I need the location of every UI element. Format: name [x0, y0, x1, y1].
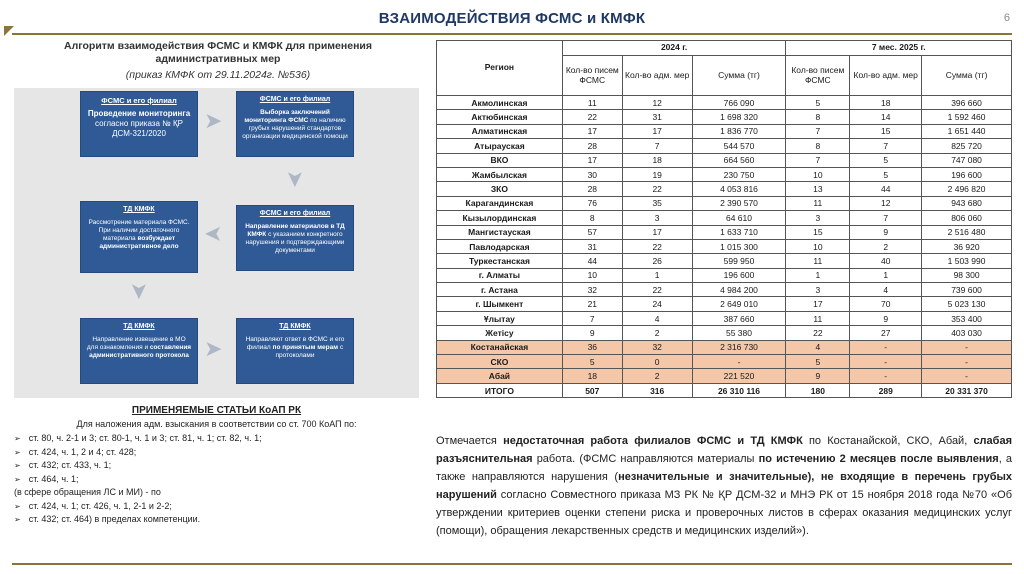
- sum-2025-cell: 943 680: [922, 196, 1012, 210]
- algorithm-flow: [14, 88, 419, 398]
- flow-step-2-bold: Выборка заключений мониторинга ФСМС: [244, 108, 330, 124]
- letters-2025-cell: 4: [786, 340, 850, 354]
- flow-step-4: [80, 201, 198, 273]
- letters-2025-cell: 8: [786, 139, 850, 153]
- letters-2025-cell: 5: [786, 355, 850, 369]
- article-item: ➢ ст. 424, ч. 1; ст. 426, ч. 1, 2-1 и 2-2;: [30, 500, 420, 514]
- header-period-2025: 7 мес. 2025 г.: [786, 41, 1012, 56]
- sum-2025-cell: 5 023 130: [922, 297, 1012, 311]
- article-item: ➢ ст. 464, ч. 1;: [30, 473, 420, 487]
- sum-2025-cell: 1 651 440: [922, 124, 1012, 138]
- articles-subtitle: Для наложения адм. взыскания в соответствии со ст. 700 КоАП по:: [76, 419, 357, 429]
- page-title: ВЗАИМОДЕЙСТВИЯ ФСМС и КМФК: [378, 10, 646, 27]
- region-cell: Атырауская: [437, 139, 563, 153]
- sum-2024-cell: 1 698 320: [692, 110, 786, 124]
- header-period-2024: 2024 г.: [562, 41, 786, 56]
- measures-2024-cell: 3: [622, 211, 692, 225]
- table-row: [437, 153, 1012, 167]
- measures-2025-cell: 4: [850, 283, 922, 297]
- table-row: [437, 297, 1012, 311]
- sum-2025-cell: 396 660: [922, 96, 1012, 110]
- sum-2025-cell: 98 300: [922, 268, 1012, 282]
- letters-2025-cell: 3: [786, 211, 850, 225]
- letters-2024-cell: 5: [562, 355, 622, 369]
- measures-2024-cell: 26: [622, 254, 692, 268]
- note-bold: слабая разъяснительная: [436, 435, 1012, 465]
- table-row: [437, 340, 1012, 354]
- measures-2024-cell: 17: [622, 124, 692, 138]
- letters-2025-cell: 1: [786, 268, 850, 282]
- measures-2024-cell: 22: [622, 182, 692, 196]
- letters-2024-cell: 32: [562, 283, 622, 297]
- measures-2025-cell: 5: [850, 153, 922, 167]
- note-text: Отмечается: [436, 435, 504, 447]
- letters-2024-cell: 7: [562, 311, 622, 325]
- measures-2024-cell: 1: [622, 268, 692, 282]
- measures-2024-cell: 24: [622, 297, 692, 311]
- sum-2025-cell: -: [922, 355, 1012, 369]
- arrow-down-icon: ➤: [283, 169, 309, 189]
- flow-step-5-bold: составления административного протокола: [89, 343, 192, 359]
- table-row: [437, 96, 1012, 110]
- region-cell: Мангистауская: [437, 225, 563, 239]
- flow-step-1-actor: ФСМС и его филиал: [101, 96, 177, 105]
- regions-table: [436, 40, 1012, 398]
- letters-2024-cell: 22: [562, 110, 622, 124]
- articles-title: ПРИМЕНЯЕМЫЕ СТАТЬИ КоАП РК: [131, 405, 302, 416]
- sum-2025-cell: 2 496 820: [922, 182, 1012, 196]
- total-sum-2024-cell: 26 310 116: [692, 383, 786, 397]
- letters-2024-cell: 9: [562, 326, 622, 340]
- note-bold: по истечению 2 месяцев после выявления: [758, 453, 999, 465]
- measures-2025-cell: 7: [850, 211, 922, 225]
- sum-2025-cell: 196 600: [922, 167, 1012, 181]
- total-letters-2025-cell: 180: [786, 383, 850, 397]
- flow-step-3: [236, 205, 354, 271]
- flow-step-5-actor: ТД КМФК: [123, 323, 155, 330]
- region-cell: г. Шымкент: [437, 297, 563, 311]
- flow-step-4-pre: Рассмотрение материала ФСМС. При наличии достаточного материала: [88, 218, 190, 242]
- measures-2025-cell: -: [850, 340, 922, 354]
- article-item: ➢ ст. 424, ч. 1, 2 и 4; ст. 428;: [30, 446, 420, 460]
- letters-2024-cell: 57: [562, 225, 622, 239]
- note-bold: незначительные и значительные), не входящие в перечень грубых нарушений: [436, 471, 1013, 501]
- letters-2024-cell: 36: [562, 340, 622, 354]
- letters-2025-cell: 17: [786, 297, 850, 311]
- sum-2024-cell: 1 015 300: [692, 239, 786, 253]
- sum-2025-cell: 353 400: [922, 311, 1012, 325]
- table-row: [437, 182, 1012, 196]
- letters-2025-cell: 3: [786, 283, 850, 297]
- measures-2024-cell: 2: [622, 326, 692, 340]
- letters-2025-cell: 22: [786, 326, 850, 340]
- letters-2024-cell: 28: [562, 139, 622, 153]
- sum-2024-cell: 196 600: [692, 268, 786, 282]
- top-rule: [12, 33, 1012, 35]
- note-text: согласно Совместного приказа МЗ РК № ҚР ДСМ-32 и МНЭ РК от 15 ноября 2018 года №70 «Об утверждении критериев оценки степени риска и проверочных листов в сферах оказания медицинских услуг (помощи), обращения лекарственных средств и медицинских изделий»).: [436, 489, 1012, 537]
- table-row: [437, 225, 1012, 239]
- algorithm-title: [18, 40, 418, 82]
- table-row: [437, 268, 1012, 282]
- sum-2025-cell: 747 080: [922, 153, 1012, 167]
- measures-2025-cell: 15: [850, 124, 922, 138]
- region-cell: Абай: [437, 369, 563, 383]
- sum-2025-cell: 403 030: [922, 326, 1012, 340]
- sum-2024-cell: 2 649 010: [692, 297, 786, 311]
- note-text: , а также направляются нарушения (: [436, 453, 1012, 483]
- article-note: (в сфере обращения ЛС и МИ) - по: [14, 487, 161, 497]
- sum-2024-cell: 4 053 816: [692, 182, 786, 196]
- table-row: [437, 311, 1012, 325]
- measures-2025-cell: 18: [850, 96, 922, 110]
- region-cell: Актюбинская: [437, 110, 563, 124]
- measures-2024-cell: 17: [622, 225, 692, 239]
- header-sum: Сумма (тг): [922, 56, 1012, 96]
- flow-step-4-actor: ТД КМФК: [123, 206, 155, 213]
- sum-2024-cell: 544 570: [692, 139, 786, 153]
- letters-2025-cell: 11: [786, 254, 850, 268]
- total-region-cell: ИТОГО: [437, 383, 563, 397]
- header-measures: Кол-во адм. мер: [622, 56, 692, 96]
- sum-2024-cell: 221 520: [692, 369, 786, 383]
- flow-step-2: [236, 91, 354, 157]
- articles-list: [14, 432, 420, 527]
- table-row: [437, 254, 1012, 268]
- measures-2025-cell: 44: [850, 182, 922, 196]
- note-text: работа. (ФСМС направляются материалы: [532, 453, 759, 465]
- letters-2025-cell: 10: [786, 239, 850, 253]
- sum-2024-cell: 387 660: [692, 311, 786, 325]
- sum-2024-cell: 1 836 770: [692, 124, 786, 138]
- total-letters-2024-cell: 507: [562, 383, 622, 397]
- table-row: [437, 211, 1012, 225]
- flow-step-2-post: по наличию грубых нарушений стандартов организации медицинской помощи: [242, 116, 348, 141]
- measures-2024-cell: 19: [622, 167, 692, 181]
- region-cell: г. Астана: [437, 283, 563, 297]
- letters-2024-cell: 17: [562, 124, 622, 138]
- analysis-note: [436, 432, 1012, 540]
- region-cell: СКО: [437, 355, 563, 369]
- sum-2024-cell: 1 633 710: [692, 225, 786, 239]
- letters-2024-cell: 18: [562, 369, 622, 383]
- region-cell: Туркестанская: [437, 254, 563, 268]
- arrow-right-icon: ➤: [204, 336, 223, 361]
- measures-2025-cell: 2: [850, 239, 922, 253]
- flow-step-6: [236, 318, 354, 384]
- algorithm-subtitle: (приказ КМФК от 29.11.2024г. №536): [125, 69, 311, 82]
- sum-2025-cell: 825 720: [922, 139, 1012, 153]
- flow-step-4-bold: возбуждает административное дело: [99, 235, 179, 251]
- table-row: [437, 239, 1012, 253]
- measures-2024-cell: 22: [622, 239, 692, 253]
- page-number: 6: [1003, 12, 1010, 24]
- letters-2024-cell: 11: [562, 96, 622, 110]
- flow-step-6-post: с протоколами: [275, 343, 344, 359]
- table-row: [437, 110, 1012, 124]
- letters-2024-cell: 10: [562, 268, 622, 282]
- measures-2025-cell: 7: [850, 139, 922, 153]
- measures-2024-cell: 0: [622, 355, 692, 369]
- flow-step-5-pre: Направление извещение в МО для ознакомления и: [86, 335, 186, 351]
- flow-step-3-post: с указанием конкретного нарушения и подтверждающими документами: [245, 230, 345, 255]
- sum-2024-cell: 766 090: [692, 96, 786, 110]
- measures-2025-cell: -: [850, 369, 922, 383]
- letters-2024-cell: 30: [562, 167, 622, 181]
- total-sum-2025-cell: 20 331 370: [922, 383, 1012, 397]
- region-cell: Павлодарская: [437, 239, 563, 253]
- letters-2025-cell: 5: [786, 96, 850, 110]
- measures-2024-cell: 35: [622, 196, 692, 210]
- table-row: [437, 326, 1012, 340]
- sum-2025-cell: -: [922, 340, 1012, 354]
- sum-2024-cell: 230 750: [692, 167, 786, 181]
- sum-2024-cell: -: [692, 355, 786, 369]
- measures-2025-cell: 5: [850, 167, 922, 181]
- letters-2025-cell: 11: [786, 196, 850, 210]
- total-measures-2025-cell: 289: [850, 383, 922, 397]
- sum-2024-cell: 599 950: [692, 254, 786, 268]
- region-cell: Карагандинская: [437, 196, 563, 210]
- letters-2024-cell: 8: [562, 211, 622, 225]
- region-cell: Жетісу: [437, 326, 563, 340]
- measures-2025-cell: 12: [850, 196, 922, 210]
- flow-step-2-actor: ФСМС и его филиал: [259, 96, 331, 103]
- letters-2024-cell: 28: [562, 182, 622, 196]
- table-row: [437, 369, 1012, 383]
- table-row: [437, 167, 1012, 181]
- note-text: по Костанайской, СКО, Абай,: [802, 435, 974, 447]
- header-sum: Сумма (тг): [692, 56, 786, 96]
- note-bold: недостаточная работа филиалов ФСМС и ТД КМФК: [503, 435, 803, 447]
- article-item: ➢ ст. 80, ч. 2-1 и 3; ст. 80-1, ч. 1 и 3; ст. 81, ч. 1; ст. 82, ч. 1;: [30, 432, 420, 446]
- region-cell: Кызылординская: [437, 211, 563, 225]
- letters-2024-cell: 17: [562, 153, 622, 167]
- flow-step-6-bold: по принятым мерам: [272, 343, 339, 351]
- sum-2025-cell: 1 503 990: [922, 254, 1012, 268]
- measures-2024-cell: 31: [622, 110, 692, 124]
- table-body: [437, 96, 1012, 398]
- region-cell: Костанайская: [437, 340, 563, 354]
- letters-2025-cell: 7: [786, 124, 850, 138]
- flow-step-1-post: согласно приказа № ҚР ДСМ-321/2020: [95, 119, 183, 139]
- letters-2025-cell: 10: [786, 167, 850, 181]
- letters-2025-cell: 11: [786, 311, 850, 325]
- measures-2024-cell: 2: [622, 369, 692, 383]
- measures-2024-cell: 12: [622, 96, 692, 110]
- letters-2025-cell: 15: [786, 225, 850, 239]
- measures-2024-cell: 32: [622, 340, 692, 354]
- region-cell: г. Алматы: [437, 268, 563, 282]
- header-letters: Кол-во писем ФСМС: [786, 56, 850, 96]
- sum-2024-cell: 55 380: [692, 326, 786, 340]
- region-cell: Жамбылская: [437, 167, 563, 181]
- sum-2024-cell: 2 316 730: [692, 340, 786, 354]
- measures-2025-cell: 14: [850, 110, 922, 124]
- letters-2025-cell: 7: [786, 153, 850, 167]
- region-cell: Ұлытау: [437, 311, 563, 325]
- header-measures: Кол-во адм. мер: [850, 56, 922, 96]
- sum-2024-cell: 64 610: [692, 211, 786, 225]
- region-cell: ВКО: [437, 153, 563, 167]
- measures-2024-cell: 22: [622, 283, 692, 297]
- measures-2025-cell: 1: [850, 268, 922, 282]
- region-cell: Акмолинская: [437, 96, 563, 110]
- article-item: ➢ ст. 432; ст. 464) в пределах компетенции.: [30, 513, 420, 527]
- sum-2025-cell: -: [922, 369, 1012, 383]
- bottom-rule: [12, 563, 1012, 565]
- measures-2024-cell: 7: [622, 139, 692, 153]
- measures-2025-cell: 9: [850, 225, 922, 239]
- header-letters: Кол-во писем ФСМС: [562, 56, 622, 96]
- table-row: [437, 355, 1012, 369]
- sum-2025-cell: 2 516 480: [922, 225, 1012, 239]
- table-row: [437, 124, 1012, 138]
- letters-2024-cell: 21: [562, 297, 622, 311]
- table-row: [437, 139, 1012, 153]
- measures-2024-cell: 4: [622, 311, 692, 325]
- sum-2025-cell: 739 600: [922, 283, 1012, 297]
- measures-2025-cell: -: [850, 355, 922, 369]
- sum-2024-cell: 4 984 200: [692, 283, 786, 297]
- arrow-right-icon: ➤: [204, 108, 223, 133]
- measures-2024-cell: 18: [622, 153, 692, 167]
- sum-2024-cell: 664 560: [692, 153, 786, 167]
- measures-2025-cell: 40: [850, 254, 922, 268]
- total-measures-2024-cell: 316: [622, 383, 692, 397]
- algorithm-title-text: Алгоритм взаимодействия ФСМС и КМФК для применения административных мер: [64, 40, 372, 66]
- article-item: ➢ ст. 432; ст. 433, ч. 1;: [30, 459, 420, 473]
- measures-2025-cell: 9: [850, 311, 922, 325]
- measures-2025-cell: 27: [850, 326, 922, 340]
- region-cell: Алматинская: [437, 124, 563, 138]
- table-row: [437, 283, 1012, 297]
- table-row: [437, 196, 1012, 210]
- sum-2025-cell: 806 060: [922, 211, 1012, 225]
- letters-2025-cell: 9: [786, 369, 850, 383]
- letters-2024-cell: 76: [562, 196, 622, 210]
- flow-step-5: [80, 318, 198, 384]
- letters-2024-cell: 31: [562, 239, 622, 253]
- region-cell: ЗКО: [437, 182, 563, 196]
- sum-2025-cell: 36 920: [922, 239, 1012, 253]
- table-total-row: [437, 383, 1012, 397]
- flow-step-1: [80, 91, 198, 157]
- letters-2025-cell: 13: [786, 182, 850, 196]
- letters-2024-cell: 44: [562, 254, 622, 268]
- arrow-down-icon: ➤: [127, 281, 153, 301]
- flow-step-1-bold: Проведение мониторинга: [87, 109, 191, 119]
- arrow-left-icon: ➤: [204, 222, 223, 247]
- flow-step-6-pre: Направляют ответ в ФСМС и его филиал: [245, 335, 345, 351]
- sum-2025-cell: 1 592 460: [922, 110, 1012, 124]
- flow-step-3-bold: Направление материалов в ТД КМФК: [245, 222, 345, 238]
- flow-step-6-actor: ТД КМФК: [279, 323, 311, 330]
- flow-step-3-actor: ФСМС и его филиал: [259, 210, 331, 217]
- letters-2025-cell: 8: [786, 110, 850, 124]
- measures-2025-cell: 70: [850, 297, 922, 311]
- header-region: Регион: [437, 41, 563, 96]
- sum-2024-cell: 2 390 570: [692, 196, 786, 210]
